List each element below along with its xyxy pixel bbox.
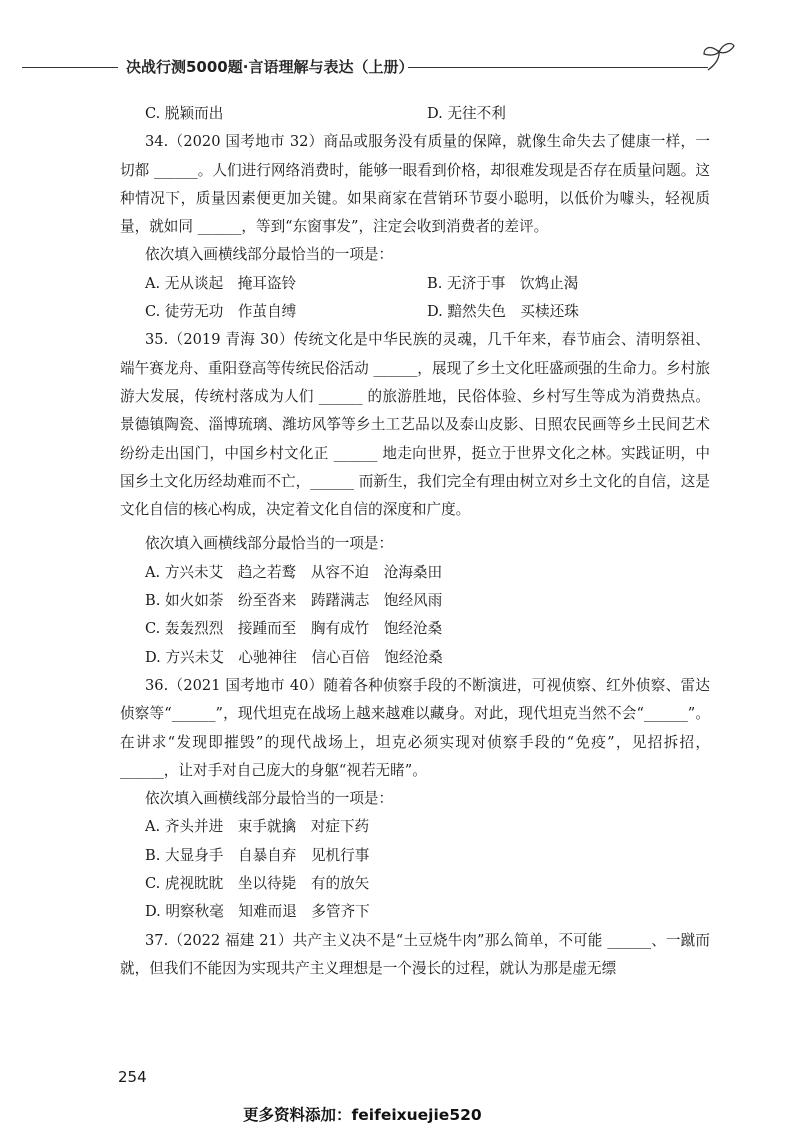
header-title: 决战行测5000题·言语理解与表达（上册） <box>126 58 414 76</box>
q35-text: 35.（2019 青海 30）传统文化是中华民族的灵魂，几千年来，春节庙会、清明祭祖、端午赛龙舟、重阳登高等传统民俗活动 ______，展现了乡土文化旺盛顽强的生命力。乡村旅游大发展，传统村落成为人们 ______ 的旅游胜地，民俗体验、乡村写生等成为消费热点。景德镇陶瓷、淄博琉璃、潍坊风筝等乡土工艺品以及泰山皮影、日照农民画等乡土民间艺术纷纷走出国门，中国乡村文化正 ______ 地走向世界，挺立于世界文化之林。实践证明，中国乡土文化历经劫难而不亡，______ 而新生，我们完全有理由树立对乡土文化的自信，这是文化自信的核心构成，决定着文化自信的深度和广度。 <box>120 331 710 519</box>
q36-option-d: D. 明察秋毫 知难而退 多管齐下 <box>145 903 370 921</box>
q34-option-c: C. 徒劳无功 作茧自缚 <box>145 303 297 321</box>
q36-option-b: B. 大显身手 自暴自弃 见机行事 <box>145 846 370 864</box>
q34-prompt: 依次填入画横线部分最恰当的一项是： <box>145 246 394 264</box>
page-content <box>120 100 710 983</box>
q33-option-d: D. 无往不利 <box>427 105 506 122</box>
q34-options-ab <box>120 270 710 298</box>
q33-option-c: C. 脱颖而出 <box>145 105 224 122</box>
footer-note: 更多资料添加：feifeixuejie520 <box>243 1106 482 1124</box>
q36-text: 36.（2021 国考地市 40）随着各种侦察手段的不断演进，可视侦察、红外侦察、雷达侦察等“______”，现代坦克在战场上越来越难以藏身。对此，现代坦克当然不会“______”。在讲求“发现即摧毁”的现代战场上，坦克必须实现对侦察手段的“免疫”，见招拆招，______，让对手对自己庞大的身躯“视若无睹”。 <box>120 676 710 779</box>
q34-option-b: B. 无济于事 饮鸩止渴 <box>427 274 579 292</box>
q36-option-a: A. 齐头并进 束手就擒 对症下药 <box>145 818 370 836</box>
q37-text: 37.（2022 福建 21）共产主义决不是“土豆烧牛肉”那么简单，不可能 ______、一蹴而就，但我们不能因为实现共产主义理想是一个漫长的过程，就认为那是虚无缥 <box>120 931 710 977</box>
header-rule-left <box>22 67 118 68</box>
q35-option-b: B. 如火如荼 纷至沓来 踌躇满志 饱经风雨 <box>145 592 443 610</box>
q34-option-d: D. 黯然失色 买椟还珠 <box>427 303 579 321</box>
q36-prompt: 依次填入画横线部分最恰当的一项是： <box>145 790 394 808</box>
sprout-icon <box>702 40 736 72</box>
q35-option-c: C. 轰轰烈烈 接踵而至 胸有成竹 饱经沧桑 <box>145 620 443 638</box>
q34-option-a: A. 无从谈起 掩耳盗铃 <box>145 274 297 292</box>
q35-option-d: D. 方兴未艾 心驰神往 信心百倍 饱经沧桑 <box>145 648 443 666</box>
q34-text: 34.（2020 国考地市 32）商品或服务没有质量的保障，就像生命失去了健康一样，一切都 ______。人们进行网络消费时，能够一眼看到价格，却很难发现是否存在质量问题。这种情况下，质量因素便更加关键。如果商家在营销环节耍小聪明，以低价为噱头，轻视质量，就如同 ______，等到“东窗事发”，注定会收到消费者的差评。 <box>120 133 710 236</box>
q33-options-cd <box>120 100 710 128</box>
q36-option-c: C. 虎视眈眈 坐以待毙 有的放矢 <box>145 875 370 893</box>
q34-options-cd <box>120 298 710 326</box>
q35-prompt: 依次填入画横线部分最恰当的一项是： <box>145 535 394 553</box>
header-rule-right <box>408 67 708 68</box>
q35-option-a: A. 方兴未艾 趋之若鹜 从容不迫 沧海桑田 <box>145 563 443 581</box>
running-header <box>22 56 712 78</box>
page-number: 254 <box>118 1068 147 1086</box>
